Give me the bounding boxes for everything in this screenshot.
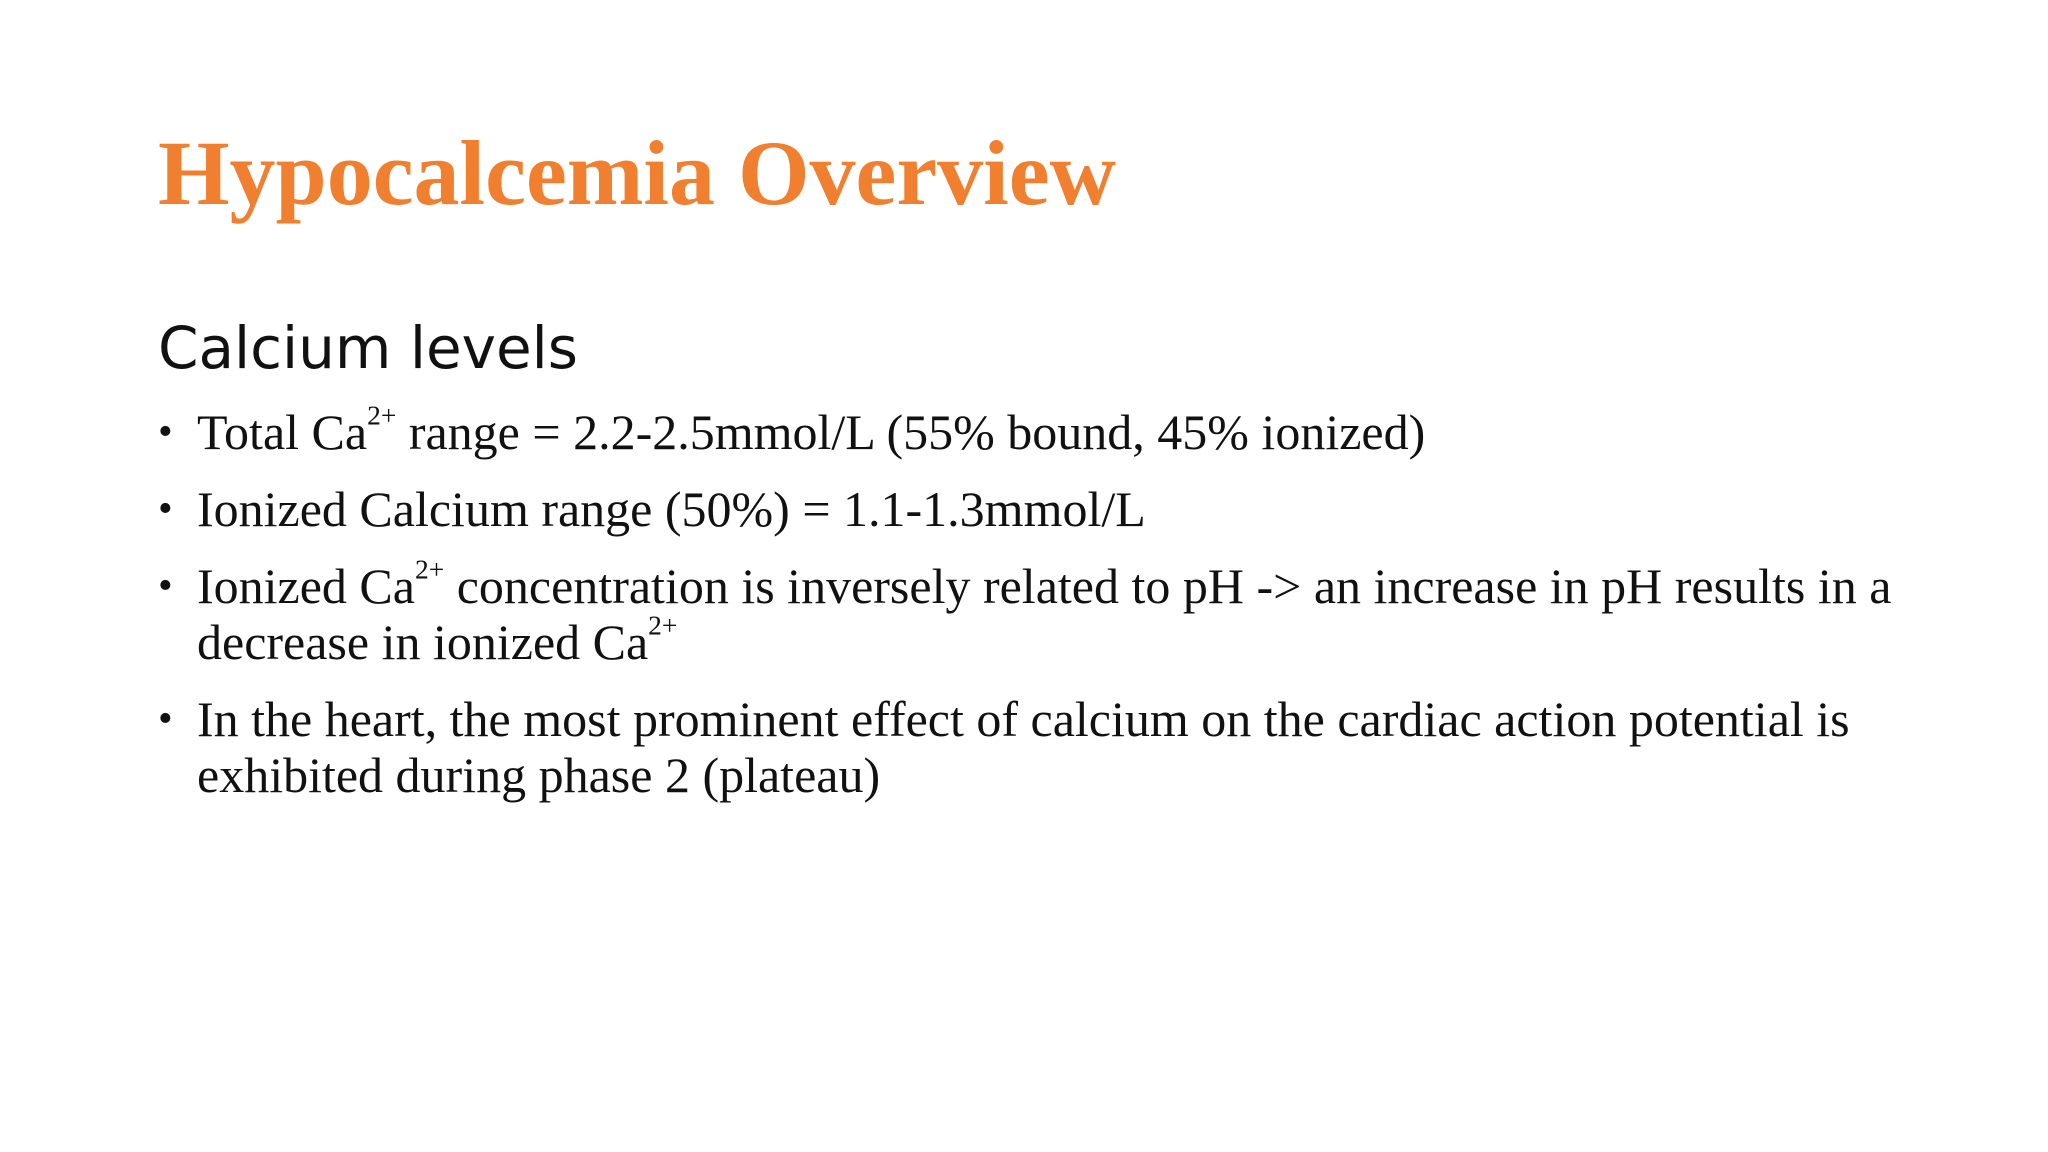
bullet-dot-icon: • — [158, 409, 173, 455]
bullet-dot-icon: • — [158, 563, 173, 609]
bullet-text: In the heart, the most prominent effect of calcium on the cardiac action potential is exhibited during phase 2 (plateau) — [197, 691, 1850, 803]
section-heading: Calcium levels — [158, 314, 578, 382]
bullet-text: Ionized Ca — [197, 558, 415, 614]
bullet-dot-icon: • — [158, 696, 173, 742]
slide-title: Hypocalcemia Overview — [158, 122, 1117, 224]
bullet-text: Ionized Calcium range (50%) = 1.1-1.3mmol/L — [197, 481, 1146, 537]
bullet-text: concentration is inversely related to pH -> an increase in pH results in a decrease in ionized Ca — [197, 558, 1892, 670]
superscript-charge: 2+ — [367, 399, 397, 431]
bullet-ionized-range — [158, 481, 1918, 537]
bullet-dot-icon: • — [158, 486, 173, 532]
bullet-total-calcium — [158, 399, 1918, 460]
bullet-cardiac-effect — [158, 691, 1918, 803]
bullet-text: range = 2.2-2.5mmol/L (55% bound, 45% ionized) — [396, 404, 1426, 460]
bullet-ph-relation — [158, 553, 1918, 670]
bullet-list — [158, 399, 1918, 824]
superscript-charge: 2+ — [648, 609, 678, 641]
superscript-charge: 2+ — [414, 553, 445, 585]
bullet-text: Total Ca — [197, 404, 368, 460]
